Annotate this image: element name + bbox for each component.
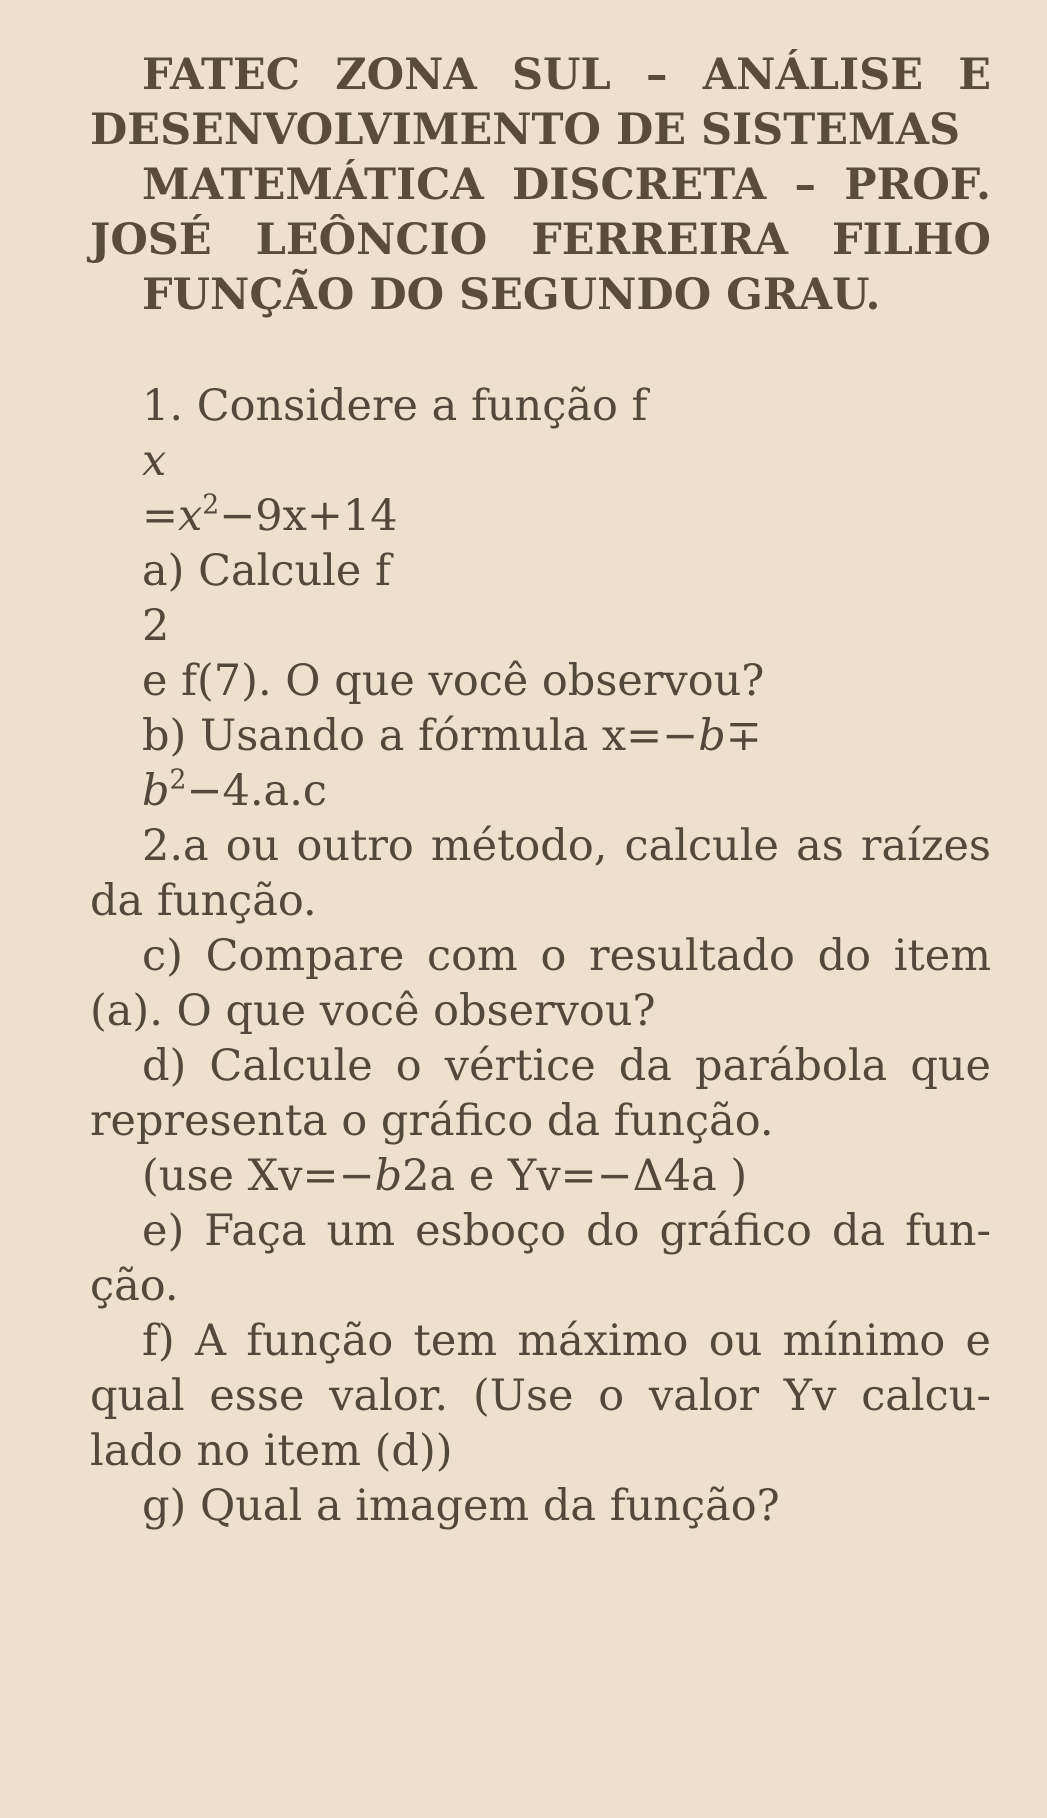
institution-heading: FATEC ZONA SUL – ANÁLISE E DESENVOLVIMENTO DE SISTEMAS (90, 50, 991, 155)
item-e-text: e) Faça um esboço do gráfico da função. (90, 1206, 991, 1311)
item-d-hint-end: 2a e Yv=−Δ4a ) (402, 1151, 748, 1201)
item-b-variable: b (698, 711, 726, 761)
item-b-rest: 2.a ou outro método, calcule as raízes da função. (90, 821, 991, 926)
item-b-radicand (90, 764, 991, 819)
item-b-sign: ∓ (725, 711, 762, 761)
item-f-text: f) A função tem máximo ou mínimo e qual esse valor. (Use o valor Yv calculado no item (d)) (90, 1316, 991, 1476)
function-remainder: −9x+14 (219, 491, 398, 541)
item-g-text: g) Qual a imagem da função? (142, 1481, 780, 1531)
function-variable: x (178, 491, 203, 541)
item-d-hint (90, 1149, 991, 1204)
item-a-text: a) Calcule f (142, 546, 391, 596)
item-c-text: c) Compare com o resultado do item (a). O que você observou? (90, 931, 991, 1036)
topic-heading: FUNÇÃO DO SEGUNDO GRAU. (142, 270, 881, 320)
function-argument: x (142, 436, 167, 486)
function-exponent: 2 (202, 489, 220, 521)
item-d-text: d) Calcule o vértice da parábola que representa o gráfico da função. (90, 1041, 991, 1146)
item-b-root-variable: b (142, 766, 170, 816)
item-b-text: b) Usando a fórmula x=− (142, 711, 699, 761)
item-a-rest: e f(7). O que você observou? (142, 656, 765, 706)
item-a-argument: 2 (142, 601, 170, 651)
question-intro: 1. Considere a função f (142, 381, 648, 431)
item-b-root-exponent: 2 (169, 764, 187, 796)
function-equation (90, 489, 991, 544)
course-heading: MATEMÁTICA DISCRETA – PROF. JOSÉ LEÔNCIO FERREIRA FILHO (90, 160, 991, 265)
item-b-root-rest: −4.a.c (186, 766, 327, 816)
item-b-formula (90, 709, 991, 764)
item-d-hint-variable: b (374, 1151, 403, 1201)
function-equals: = (142, 491, 179, 541)
item-d-hint-start: (use Xv=− (142, 1151, 375, 1201)
section-spacer (90, 323, 991, 379)
